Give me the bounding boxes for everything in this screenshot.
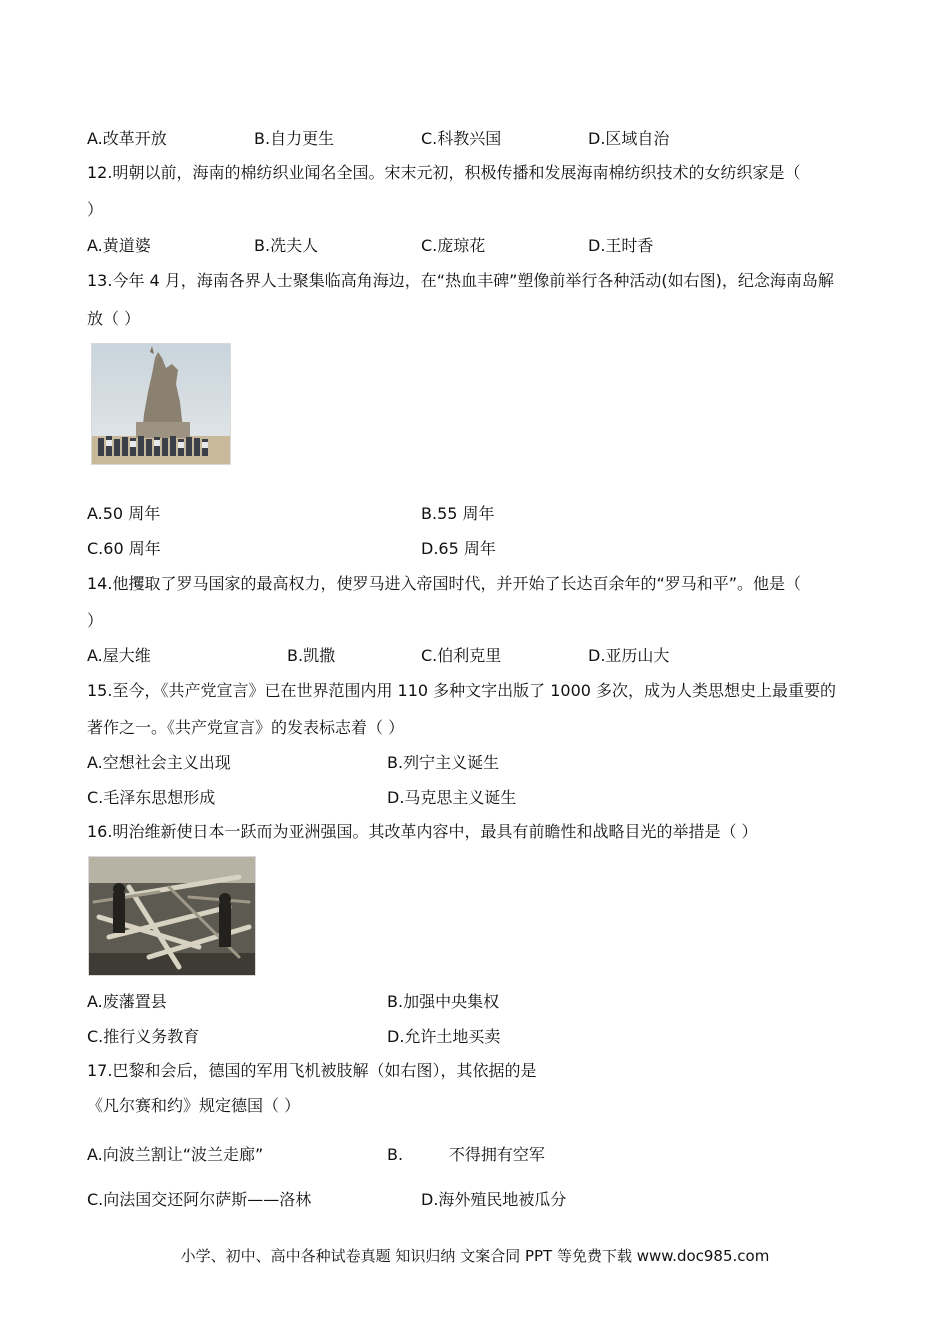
- q14-stem-line2: ）: [87, 611, 104, 630]
- q16-option-b: B.加强中央集权: [387, 992, 500, 1011]
- q16-option-d: D.允许土地买卖: [387, 1027, 501, 1046]
- q16-option-a: A.废藩置县: [87, 992, 167, 1011]
- q15-stem-line2: 著作之一。《共产党宣言》的发表标志着（ ）: [87, 718, 405, 737]
- monument-photo: [91, 343, 231, 465]
- dismantled-planes-drawing: [89, 857, 255, 975]
- q13-option-a: A.50 周年: [87, 504, 161, 523]
- q14-stem-line1: 14.他攫取了罗马国家的最高权力，使罗马进入帝国时代，并开始了长达百余年的“罗马和平”。他是（: [87, 574, 802, 593]
- q14-option-b: B.凯撒: [287, 646, 336, 665]
- q13-stem-line1: 13.今年 4 月，海南各界人士聚集临高角海边，在“热血丰碑”塑像前举行各种活动(如右图)，纪念海南岛解: [87, 271, 834, 290]
- q17-option-b: B. 不得拥有空军: [387, 1145, 545, 1164]
- q13-option-b: B.55 周年: [421, 504, 495, 523]
- q17-option-a: A.向波兰割让“波兰走廊”: [87, 1145, 264, 1164]
- q12-option-d: D.王时香: [588, 236, 654, 255]
- dismantled-planes-photo: [88, 856, 256, 976]
- q12-stem-line1: 12.明朝以前，海南的棉纺织业闻名全国。宋末元初，积极传播和发展海南棉纺织技术的女纺织家是（: [87, 163, 801, 182]
- q15-stem-line1: 15.至今，《共产党宣言》已在世界范围内用 110 多种文字出版了 1000 多次，成为人类思想史上最重要的: [87, 681, 837, 700]
- q12-option-c: C.庞琼花: [421, 236, 486, 255]
- q13-option-d: D.65 周年: [421, 539, 496, 558]
- q11-option-d: D.区域自治: [588, 129, 670, 148]
- q14-option-a: A.屋大维: [87, 646, 151, 665]
- q17-option-d: D.海外殖民地被瓜分: [421, 1190, 567, 1209]
- q15-option-b: B.列宁主义诞生: [387, 753, 500, 772]
- q17-stem-line2: 《凡尔赛和约》规定德国（ ）: [87, 1096, 301, 1115]
- q15-option-a: A.空想社会主义出现: [87, 753, 231, 772]
- q17-stem-line1: 17.巴黎和会后，德国的军用飞机被肢解（如右图），其依据的是: [87, 1061, 537, 1080]
- page-footer: 小学、初中、高中各种试卷真题 知识归纳 文案合同 PPT 等免费下载 www.doc985.com: [180, 1247, 770, 1265]
- q12-option-a: A.黄道婆: [87, 236, 151, 255]
- q12-option-b: B.冼夫人: [254, 236, 319, 255]
- q12-stem-line2: ）: [87, 200, 104, 219]
- q14-option-c: C.伯利克里: [421, 646, 502, 665]
- q13-stem-line2: 放（ ）: [87, 309, 141, 328]
- q11-option-a: A.改革开放: [87, 129, 167, 148]
- q17-option-c: C.向法国交还阿尔萨斯——洛林: [87, 1190, 312, 1209]
- monument-photo-drawing: [92, 344, 230, 464]
- q15-option-d: D.马克思主义诞生: [387, 788, 517, 807]
- q16-option-c: C.推行义务教育: [87, 1027, 200, 1046]
- q15-option-c: C.毛泽东思想形成: [87, 788, 216, 807]
- q13-option-c: C.60 周年: [87, 539, 161, 558]
- q11-option-c: C.科教兴国: [421, 129, 502, 148]
- q16-stem-line1: 16.明治维新使日本一跃而为亚洲强国。其改革内容中，最具有前瞻性和战略目光的举措是（ ）: [87, 822, 758, 841]
- q11-option-b: B.自力更生: [254, 129, 335, 148]
- q14-option-d: D.亚历山大: [588, 646, 670, 665]
